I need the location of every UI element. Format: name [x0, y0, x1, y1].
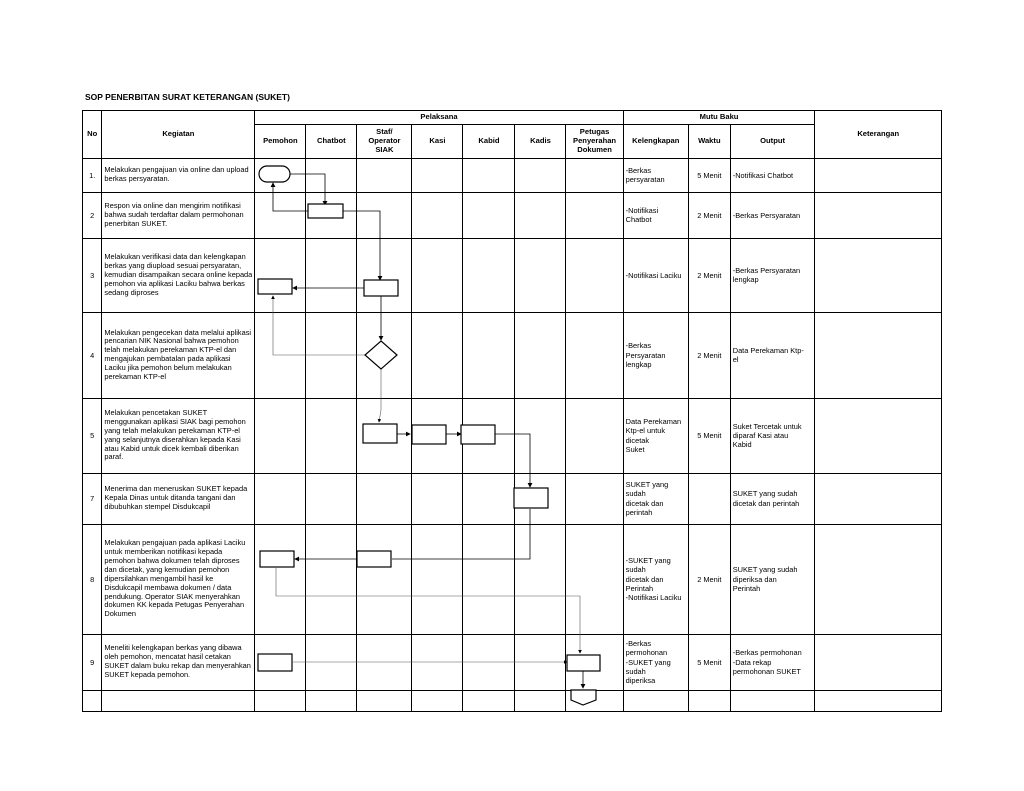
header-chatbot: Chatbot [306, 124, 357, 158]
header-kelengkapan: Kelengkapan [623, 124, 688, 158]
row-keterangan [815, 634, 942, 690]
row-no: 7 [83, 473, 102, 524]
row-waktu [688, 473, 730, 524]
pelaksana-cell [357, 634, 412, 690]
header-waktu: Waktu [688, 124, 730, 158]
pelaksana-cell [463, 312, 515, 398]
document-title: SOP PENERBITAN SURAT KETERANGAN (SUKET) [85, 92, 290, 102]
pelaksana-cell [412, 192, 463, 238]
row-no: 5 [83, 398, 102, 473]
pelaksana-cell [566, 192, 623, 238]
header-no: No [83, 111, 102, 159]
table-row [83, 524, 942, 634]
pelaksana-cell [255, 634, 306, 690]
row-kegiatan: Melakukan verifikasi data dan kelengkapan berkas yang diupload sesuai persyaratan, kemudian disampaikan secara online kepada pemohon via aplikasi Laciku bahwa berkas sedang diproses [102, 238, 255, 312]
pelaksana-cell [463, 192, 515, 238]
row-output: -Berkas Persyaratan lengkap [730, 238, 815, 312]
pelaksana-cell [463, 238, 515, 312]
pelaksana-cell [255, 158, 306, 192]
pelaksana-cell [412, 634, 463, 690]
row-keterangan [815, 398, 942, 473]
row-no: 8 [83, 524, 102, 634]
pelaksana-cell [515, 312, 566, 398]
pelaksana-cell [412, 158, 463, 192]
row-kelengkapan [623, 690, 688, 711]
row-kegiatan: Melakukan pengecekan data melalui aplikasi pencarian NIK Nasional bahwa pemohon telah melakukan perekaman KTP-el dan mengajukan pembatalan pada aplikasi Laciku jika pemohon belum melakukan perekaman KTP-el [102, 312, 255, 398]
row-output: SUKET yang sudah diperiksa dan Perintah [730, 524, 815, 634]
table-row [83, 158, 942, 192]
pelaksana-cell [357, 312, 412, 398]
table-row [83, 690, 942, 711]
pelaksana-cell [515, 524, 566, 634]
pelaksana-cell [255, 524, 306, 634]
pelaksana-cell [463, 473, 515, 524]
row-waktu: 5 Menit [688, 634, 730, 690]
table-row [83, 312, 942, 398]
pelaksana-cell [306, 690, 357, 711]
row-keterangan [815, 238, 942, 312]
row-waktu: 2 Menit [688, 524, 730, 634]
pelaksana-cell [357, 690, 412, 711]
pelaksana-cell [515, 158, 566, 192]
table-row [83, 473, 942, 524]
row-keterangan [815, 524, 942, 634]
pelaksana-cell [306, 398, 357, 473]
sop-table [82, 110, 942, 712]
pelaksana-cell [412, 398, 463, 473]
row-waktu: 2 Menit [688, 238, 730, 312]
row-output: -Notifikasi Chatbot [730, 158, 815, 192]
row-keterangan [815, 158, 942, 192]
pelaksana-cell [357, 238, 412, 312]
row-waktu: 5 Menit [688, 158, 730, 192]
row-no [83, 690, 102, 711]
pelaksana-cell [306, 192, 357, 238]
row-kegiatan: Menerima dan meneruskan SUKET kepada Kepala Dinas untuk ditanda tangani dan dibubuhkan stempel Disdukcapil [102, 473, 255, 524]
pelaksana-cell [357, 524, 412, 634]
pelaksana-cell [515, 634, 566, 690]
pelaksana-cell [412, 473, 463, 524]
row-output: -Berkas permohonan -Data rekap permohonan SUKET [730, 634, 815, 690]
pelaksana-cell [255, 690, 306, 711]
pelaksana-cell [515, 192, 566, 238]
pelaksana-cell [515, 473, 566, 524]
row-kegiatan: Melakukan pengajuan via online dan upload berkas persyaratan. [102, 158, 255, 192]
table-row [83, 398, 942, 473]
pelaksana-cell [357, 192, 412, 238]
pelaksana-cell [566, 312, 623, 398]
pelaksana-cell [566, 524, 623, 634]
row-output: SUKET yang sudah dicetak dan perintah [730, 473, 815, 524]
pelaksana-cell [306, 312, 357, 398]
pelaksana-cell [566, 473, 623, 524]
row-kegiatan: Melakukan pengajuan pada aplikasi Laciku untuk memberikan notifikasi kepada pemohon bahwa dokumen telah diproses dan dicetak, yang kemudian pemohon dipersilahkan mengambil hasil ke Disdukcapil membawa dokumen / data pendukung. Operator SIAK menyerahkan dokumen KK kepada Petugas Penyerahan Dokumen [102, 524, 255, 634]
pelaksana-cell [515, 690, 566, 711]
row-waktu: 5 Menit [688, 398, 730, 473]
pelaksana-cell [306, 524, 357, 634]
row-output [730, 690, 815, 711]
pelaksana-cell [463, 690, 515, 711]
pelaksana-cell [412, 690, 463, 711]
pelaksana-cell [306, 158, 357, 192]
row-keterangan [815, 473, 942, 524]
pelaksana-cell [357, 398, 412, 473]
row-keterangan [815, 192, 942, 238]
pelaksana-cell [566, 690, 623, 711]
pelaksana-cell [255, 238, 306, 312]
pelaksana-cell [463, 524, 515, 634]
pelaksana-cell [357, 158, 412, 192]
row-kelengkapan: -SUKET yang sudah dicetak dan Perintah -Notifikasi Laciku [623, 524, 688, 634]
pelaksana-cell [255, 312, 306, 398]
row-kelengkapan: -Notifikasi Laciku [623, 238, 688, 312]
row-kelengkapan: -Notifikasi Chatbot [623, 192, 688, 238]
row-waktu [688, 690, 730, 711]
header-mutu-baku: Mutu Baku [623, 111, 815, 125]
pelaksana-cell [463, 158, 515, 192]
table-row [83, 634, 942, 690]
row-kegiatan [102, 690, 255, 711]
pelaksana-cell [412, 312, 463, 398]
pelaksana-cell [412, 524, 463, 634]
row-no: 3 [83, 238, 102, 312]
row-kelengkapan: -Berkas permohonan -SUKET yang sudah diperiksa [623, 634, 688, 690]
row-output: Suket Tercetak untuk diparaf Kasi atau Kabid [730, 398, 815, 473]
row-kegiatan: Meneliti kelengkapan berkas yang dibawa oleh pemohon, mencatat hasil cetakan SUKET dalam buku rekap dan menyerahkan SUKET kepada pemohon. [102, 634, 255, 690]
header-output: Output [730, 124, 815, 158]
pelaksana-cell [463, 634, 515, 690]
table-row [83, 238, 942, 312]
header-kadis: Kadis [515, 124, 566, 158]
row-output: Data Perekaman Ktp- el [730, 312, 815, 398]
row-kegiatan: Melakukan pencetakan SUKET menggunakan aplikasi SIAK bagi pemohon yang telah melakukan perekaman KTP-el yang selanjutnya diserahkan kepada Kasi atau Kabid untuk dicek kembali diberikan paraf. [102, 398, 255, 473]
pelaksana-cell [412, 238, 463, 312]
pelaksana-cell [255, 398, 306, 473]
row-kegiatan: Respon via online dan mengirim notifikasi bahwa sudah terdaftar dalam permohonan penerbitan SUKET. [102, 192, 255, 238]
pelaksana-cell [306, 238, 357, 312]
pelaksana-cell [255, 192, 306, 238]
row-no: 9 [83, 634, 102, 690]
header-pelaksana: Pelaksana [255, 111, 623, 125]
header-kegiatan: Kegiatan [102, 111, 255, 159]
pelaksana-cell [566, 398, 623, 473]
row-kelengkapan: Data Perekaman Ktp-el untuk dicetak Suket [623, 398, 688, 473]
pelaksana-cell [306, 473, 357, 524]
header-pemohon: Pemohon [255, 124, 306, 158]
row-no: 2 [83, 192, 102, 238]
row-output: -Berkas Persyaratan [730, 192, 815, 238]
row-no: 1. [83, 158, 102, 192]
pelaksana-cell [515, 238, 566, 312]
header-kabid: Kabid [463, 124, 515, 158]
header-keterangan: Keterangan [815, 111, 942, 159]
header-staf-operator: Staf/ Operator SIAK [357, 124, 412, 158]
row-keterangan [815, 312, 942, 398]
row-no: 4 [83, 312, 102, 398]
table-row [83, 192, 942, 238]
row-keterangan [815, 690, 942, 711]
pelaksana-cell [566, 238, 623, 312]
pelaksana-cell [515, 398, 566, 473]
pelaksana-cell [463, 398, 515, 473]
header-petugas: Petugas Penyerahan Dokumen [566, 124, 623, 158]
row-kelengkapan: SUKET yang sudah dicetak dan perintah [623, 473, 688, 524]
row-waktu: 2 Menit [688, 312, 730, 398]
row-kelengkapan: -Berkas Persyaratan lengkap [623, 312, 688, 398]
pelaksana-cell [566, 158, 623, 192]
pelaksana-cell [566, 634, 623, 690]
pelaksana-cell [306, 634, 357, 690]
row-waktu: 2 Menit [688, 192, 730, 238]
header-kasi: Kasi [412, 124, 463, 158]
pelaksana-cell [255, 473, 306, 524]
row-kelengkapan: -Berkas persyaratan [623, 158, 688, 192]
pelaksana-cell [357, 473, 412, 524]
